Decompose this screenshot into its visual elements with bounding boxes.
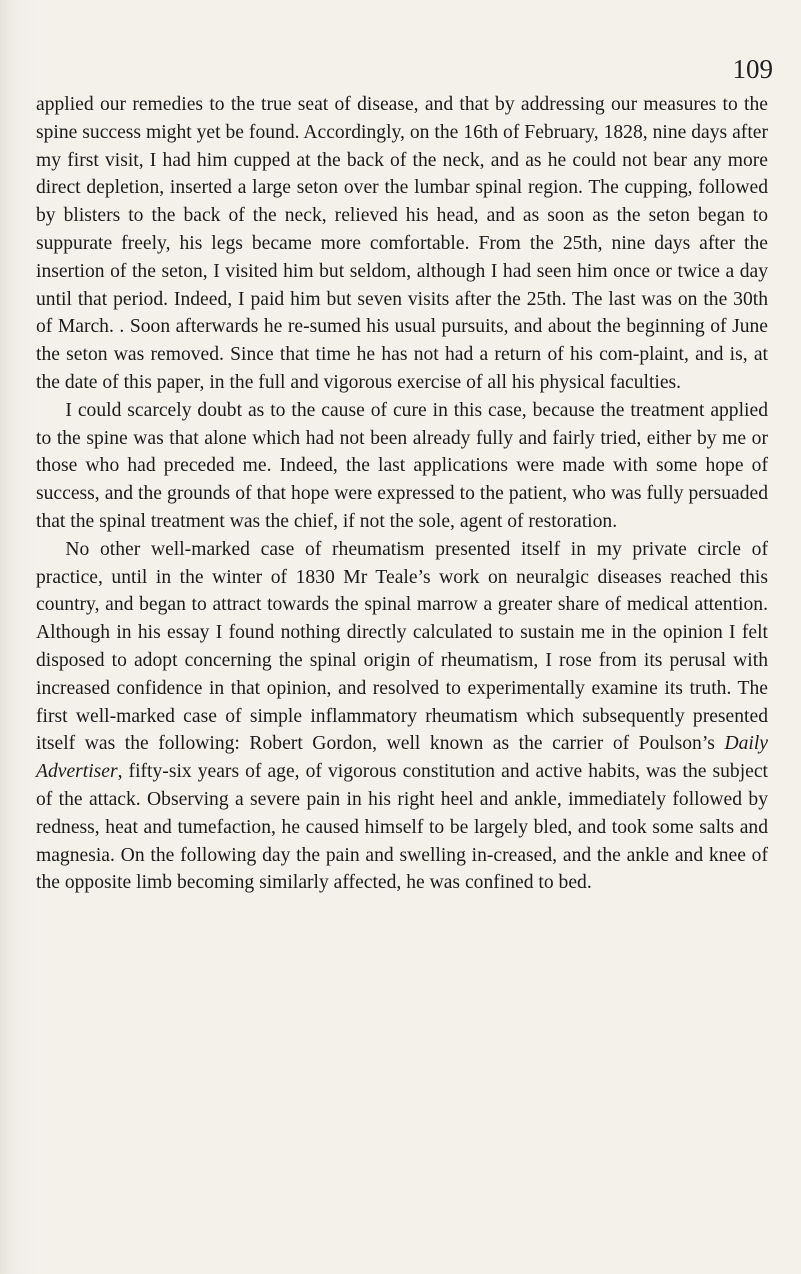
paragraph-3 xyxy=(36,536,768,897)
paragraph-3-text-b: , fifty-six years of age, of vigorous constitution and active habits, was the subject of the attack. Observing a severe pain in his right heel and ankle, immediately followed by redness, heat and tumefaction, he caused himself to be largely bled, and took some salts and magnesia. On the following day the pain and swelling in-creased, and the ankle and knee of the opposite limb becoming similarly affected, he was confined to bed. xyxy=(36,761,768,894)
paragraph-3-text-a: No other well-marked case of rheumatism presented itself in my private circle of practice, until in the winter of 1830 Mr Teale’s work on neuralgic diseases reached this country, and began to attract towards the spinal marrow a greater share of medical attention. Although in his essay I found nothing directly calculated to sustain me in the opinion I felt disposed to adopt concerning the spinal origin of rheumatism, I rose from its perusal with increased confidence in that opinion, and resolved to experimentally examine its truth. The first well-marked case of simple inflammatory rheumatism which subsequently presented itself was the following: Robert Gordon, well known as the carrier of Poulson’s xyxy=(36,538,768,755)
paragraph-1 xyxy=(36,91,768,397)
body-text xyxy=(36,91,768,897)
page-number: 109 xyxy=(732,54,773,84)
paragraph-2-text: I could scarcely doubt as to the cause of cure in this case, because the treatment applied to the spine was that alone which had not been already fully and fairly tried, either by me or those who had preceded me. Indeed, the last applications were made with some hope of success, and the grounds of that hope were expressed to the patient, who was fully persuaded that the spinal treatment was the chief, if not the sole, agent of restoration. xyxy=(36,399,768,532)
newspaper-title: Daily Advertiser xyxy=(36,733,768,783)
paragraph-2 xyxy=(36,397,768,536)
paragraph-1-text: applied our remedies to the true seat of disease, and that by addressing our measures to the spine success might yet be found. Accordingly, on the 16th of February, 1828, nine days after my first visit, I had him cupped at the back of the neck, and as he could not bear any more direct depletion, inserted a large seton over the lumbar spinal region. The cupping, followed by blisters to the back of the neck, relieved his head, and as soon as the seton began to suppurate freely, his legs became more comfortable. From the 25th, nine days after the insertion of the seton, I visited him but seldom, although I had seen him once or twice a day until that period. Indeed, I paid him but seven visits after the 25th. The last was on the 30th of March. . Soon afterwards he re-sumed his usual pursuits, and about the beginning of June the seton was removed. Since that time he has not had a return of his com-plaint, and is, at the date of this paper, in the full and vigorous exercise of all his physical faculties. xyxy=(36,94,768,393)
